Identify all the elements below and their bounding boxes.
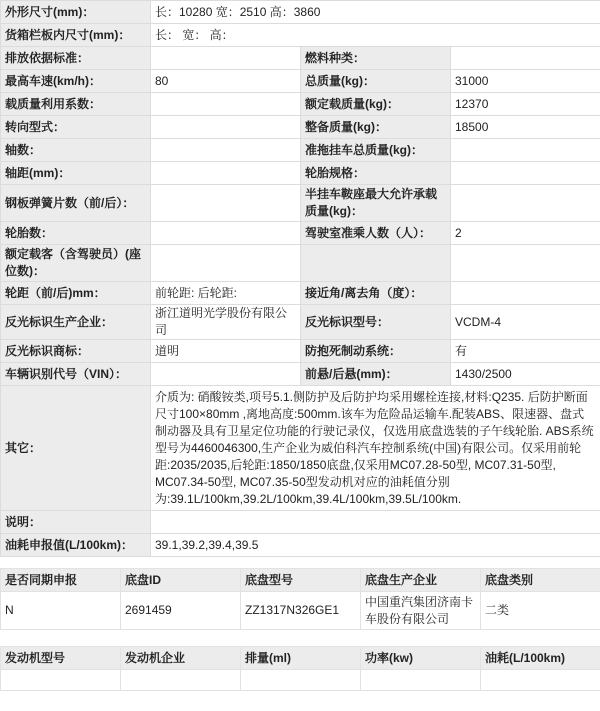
engine-header: 功率(kw): [361, 647, 481, 670]
spec-label: 钢板弹簧片数（前/后）：: [1, 185, 151, 222]
spec-row: [1, 282, 600, 305]
spec-label: 排放依据标准：: [1, 47, 151, 70]
spec-value: 18500: [451, 116, 600, 139]
engine-header: 排量(ml): [241, 647, 361, 670]
spec-label: 额定载质量(kg)：: [301, 93, 451, 116]
spec-label: 额定载客（含驾驶员）(座位数)：: [1, 245, 151, 282]
spec-value: 长：10280 宽：2510 高：3860: [151, 1, 600, 24]
spec-row: [1, 185, 600, 222]
spec-value: [451, 245, 600, 282]
spec-label: 总质量(kg)：: [301, 70, 451, 93]
spec-label: 转向型式：: [1, 116, 151, 139]
spec-label: 接近角/离去角（度）：: [301, 282, 451, 305]
spec-label: 反光标识型号：: [301, 305, 451, 340]
chassis-cell: 二类: [481, 592, 600, 630]
spec-row: [1, 139, 600, 162]
chassis-cell: ZZ1317N326GE1: [241, 592, 361, 630]
spec-value: [451, 139, 600, 162]
spec-value: [451, 185, 600, 222]
chassis-header: 底盘生产企业: [361, 569, 481, 592]
spec-label: 轮胎数：: [1, 222, 151, 245]
spec-value: 有: [451, 340, 600, 363]
spec-value: [151, 93, 301, 116]
spec-label: 最高车速(km/h)：: [1, 70, 151, 93]
fuel-text: 39.1,39.2,39.4,39.5: [151, 534, 600, 557]
spec-value: [451, 47, 600, 70]
spec-label: 轮胎规格：: [301, 162, 451, 185]
spec-value: [151, 47, 301, 70]
spec-value: VCDM-4: [451, 305, 600, 340]
spec-label: 轴距(mm)：: [1, 162, 151, 185]
spec-value: 1430/2500: [451, 363, 600, 386]
spec-label: 燃料种类：: [301, 47, 451, 70]
spec-label: 准拖挂车总质量(kg)：: [301, 139, 451, 162]
spec-label: [301, 245, 451, 282]
spec-label: 货箱栏板内尺寸(mm)：: [1, 24, 151, 47]
spec-value: [151, 185, 301, 222]
table-row: [1, 592, 600, 630]
spec-label: 半挂车鞍座最大允许承载质量(kg)：: [301, 185, 451, 222]
chassis-table: [0, 568, 600, 630]
spec-value: 80: [151, 70, 301, 93]
spec-row: [1, 245, 600, 282]
spec-value: 浙江道明光学股份有限公司: [151, 305, 301, 340]
engine-header: 发动机型号: [1, 647, 121, 670]
spec-label: 前悬/后悬(mm)：: [301, 363, 451, 386]
spec-label: 载质量利用系数：: [1, 93, 151, 116]
chassis-cell: 2691459: [121, 592, 241, 630]
spec-value: [151, 116, 301, 139]
spec-label: 反光标识商标：: [1, 340, 151, 363]
chassis-header: 底盘型号: [241, 569, 361, 592]
spec-label: 整备质量(kg)：: [301, 116, 451, 139]
chassis-header: 底盘类别: [481, 569, 600, 592]
chassis-header: 是否同期申报: [1, 569, 121, 592]
spec-row: [1, 1, 600, 24]
spec-label: 轮距（前/后)mm：: [1, 282, 151, 305]
chassis-cell: 中国重汽集团济南卡车股份有限公司: [361, 592, 481, 630]
fuel-label: 油耗申报值(L/100km)：: [1, 534, 151, 557]
spec-value: 前轮距: 后轮距:: [151, 282, 301, 305]
spec-row: [1, 363, 600, 386]
spec-value: [451, 282, 600, 305]
spec-value: [451, 162, 600, 185]
spec-row: [1, 93, 600, 116]
spec-label: 反光标识生产企业：: [1, 305, 151, 340]
engine-table: [0, 646, 600, 691]
spec-value: 长： 宽： 高：: [151, 24, 600, 47]
spec-row: [1, 305, 600, 340]
spec-label: 车辆识别代号（VIN）：: [1, 363, 151, 386]
spec-value: [151, 139, 301, 162]
spec-row: [1, 116, 600, 139]
spec-label: 防抱死制动系统：: [301, 340, 451, 363]
spec-row: [1, 340, 600, 363]
spec-value: 道明: [151, 340, 301, 363]
other-label: 其它：: [1, 386, 151, 511]
spec-row: [1, 70, 600, 93]
spec-value: 12370: [451, 93, 600, 116]
table-row: [1, 670, 600, 691]
spec-value: [151, 245, 301, 282]
note-text: [151, 511, 600, 534]
chassis-cell: N: [1, 592, 121, 630]
note-label: 说明：: [1, 511, 151, 534]
spec-row: [1, 47, 600, 70]
chassis-header: 底盘ID: [121, 569, 241, 592]
spec-label: 轴数：: [1, 139, 151, 162]
spec-row: [1, 24, 600, 47]
spec-label: 驾驶室准乘人数（人）：: [301, 222, 451, 245]
spec-value: 2: [451, 222, 600, 245]
other-text: 介质为: 硝酸铵类,项号5.1.侧防护及后防护均采用螺栓连接,材料:Q235. 后防护断面尺寸100×80mm ,离地高度:500mm.该车为危险品运输车.配装ABS、限速器、盘式制动器及具有卫星定位功能的行驶记录仪，仅选用底盘选装的子午线轮胎. ABS系统型号为4460046300,生产企业为威伯科汽车控制系统(中国)有限公司。仅采用前轮距:2035/2035,后轮距:1850/1850底盘,仅采用MC07.28-50型, MC07.31-50型, MC07.34-50型, MC07.35-50型发动机对应的油耗值分别为:39.1L/100km,39.2L/100km,39.4L/100km,39.5L/100km.: [151, 386, 600, 511]
spec-value: [151, 162, 301, 185]
spec-value: [151, 363, 301, 386]
spec-value: [151, 222, 301, 245]
spec-row: [1, 222, 600, 245]
spec-value: 31000: [451, 70, 600, 93]
spec-label: 外形尺寸(mm)：: [1, 1, 151, 24]
engine-header: 油耗(L/100km): [481, 647, 600, 670]
spec-row: [1, 162, 600, 185]
engine-header: 发动机企业: [121, 647, 241, 670]
